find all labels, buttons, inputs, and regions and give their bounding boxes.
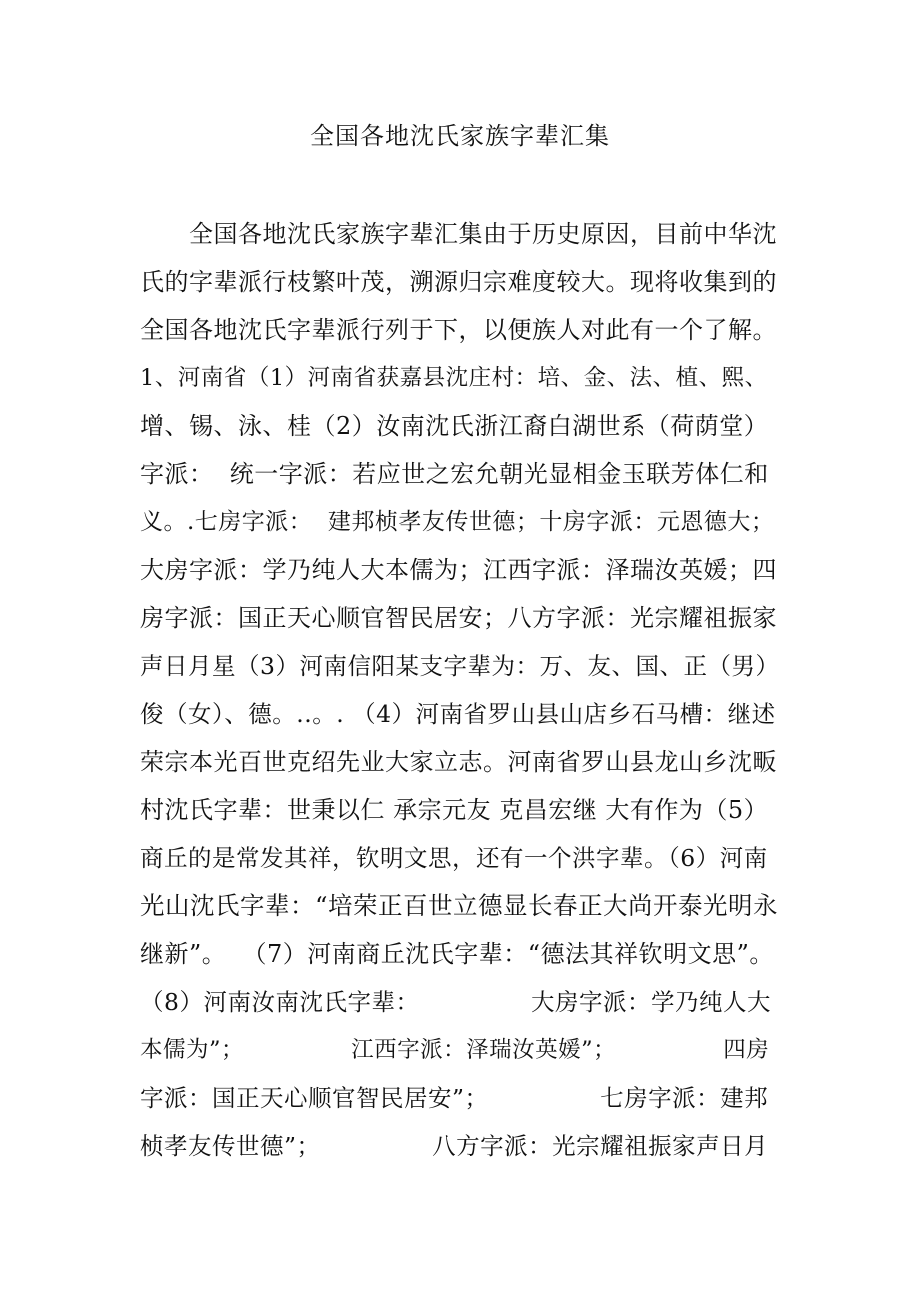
- text-line: 村沈氏字辈：世秉以仁 承宗元友 克昌宏继 大有作为（5）: [140, 796, 769, 824]
- text-line: 桢孝友传世德”； 八方字派：光宗耀祖振家声日月: [140, 1132, 769, 1160]
- text-line: 荣宗本光百世克绍先业大家立志。河南省罗山县龙山乡沈畈: [140, 748, 777, 776]
- text-line: 字派：国正天心顺官智民居安”； 七房字派：建邦: [140, 1084, 769, 1112]
- text-line: 光山沈氏字辈：“培荣正百世立德显长春正大尚开泰光明永: [140, 891, 779, 920]
- text-line: 房字派：国正天心顺官智民居安；八方字派：光宗耀祖振家: [140, 604, 777, 632]
- text-line: 1、河南省（1）河南省获嘉县沈庄村：培、金、法、植、熙、: [140, 365, 768, 391]
- text-line: 本儒为”； 江西字派：泽瑞汝英媛”； 四房: [140, 1037, 770, 1063]
- text-line: 声日月星（3）河南信阳某支字辈为：万、友、国、正（男）: [140, 652, 780, 680]
- text-line: 全国各地沈氏字辈派行列于下，以便族人对此有一个了解。: [140, 316, 777, 344]
- text-line: 义。.七房字派： 建邦桢孝友传世德；十房字派：元恩德大；: [140, 509, 775, 535]
- text-line: 继新”。 （7）河南商丘沈氏字辈：“德法其祥钦明文思”。: [140, 940, 774, 968]
- text-line: 字派： 统一字派：若应世之宏允朝光显相金玉联芳体仁和: [140, 460, 769, 488]
- text-line: 氏的字辈派行枝繁叶茂，溯源归宗难度较大。现将收集到的: [140, 268, 777, 296]
- text-line: 增、锡、泳、桂（2）汝南沈氏浙江裔白湖世系（荷荫堂）: [140, 412, 769, 440]
- text-line: 全国各地沈氏家族字辈汇集由于历史原因，目前中华沈: [140, 220, 777, 248]
- document-title: 全国各地沈氏家族字辈汇集: [310, 122, 610, 150]
- text-line: 商丘的是常发其祥，钦明文思，还有一个洪字辈。（6）河南: [140, 844, 768, 872]
- text-line: 大房字派：学乃纯人大本儒为；江西字派：泽瑞汝英媛；四: [140, 556, 777, 584]
- text-line: 俊（女）、德。..。. （4）河南省罗山县山店乡石马槽：继述: [140, 700, 776, 728]
- text-line: （8）河南汝南沈氏字辈： 大房字派：学乃纯人大: [140, 988, 772, 1016]
